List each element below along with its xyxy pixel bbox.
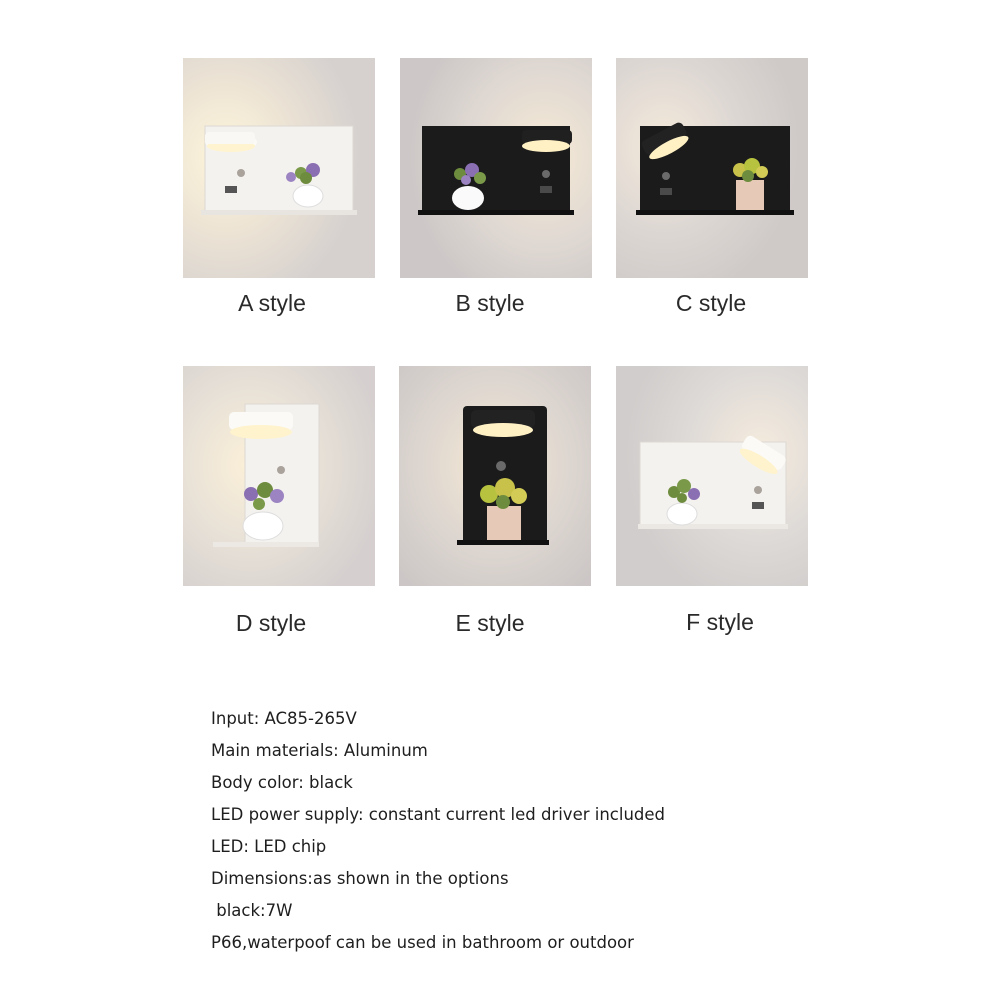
wall-lamp-e-illustration <box>399 366 591 586</box>
spec-main-materials: Main materials: Aluminum <box>211 741 428 760</box>
wall-lamp-c-illustration <box>616 58 808 278</box>
style-f-label: F style <box>686 609 754 635</box>
style-a-label: A style <box>238 290 306 316</box>
spec-power: black:7W <box>211 901 293 920</box>
wall-lamp-b-illustration <box>400 58 592 278</box>
style-b-label: B style <box>455 290 525 316</box>
wall-lamp-a-illustration <box>183 58 375 278</box>
wall-lamp-d-illustration <box>183 366 375 586</box>
product-image-f <box>616 366 808 586</box>
specifications-list <box>211 707 811 963</box>
style-c-label: C style <box>675 290 747 316</box>
spec-input: Input: AC85-265V <box>211 709 357 728</box>
style-e-label: E style <box>455 610 525 636</box>
product-image-e <box>399 366 591 586</box>
product-image-d <box>183 366 375 586</box>
product-image-c <box>616 58 808 278</box>
style-d-label: D style <box>235 610 307 636</box>
spec-dimensions: Dimensions:as shown in the options <box>211 869 509 888</box>
spec-led: LED: LED chip <box>211 837 327 856</box>
spec-led-power-supply: LED power supply: constant current led driver included <box>211 805 665 824</box>
spec-waterproof: P66,waterpoof can be used in bathroom or outdoor <box>211 933 634 952</box>
product-image-a <box>183 58 375 278</box>
spec-body-color: Body color: black <box>211 773 353 792</box>
product-image-b <box>400 58 592 278</box>
wall-lamp-f-illustration <box>616 366 808 586</box>
